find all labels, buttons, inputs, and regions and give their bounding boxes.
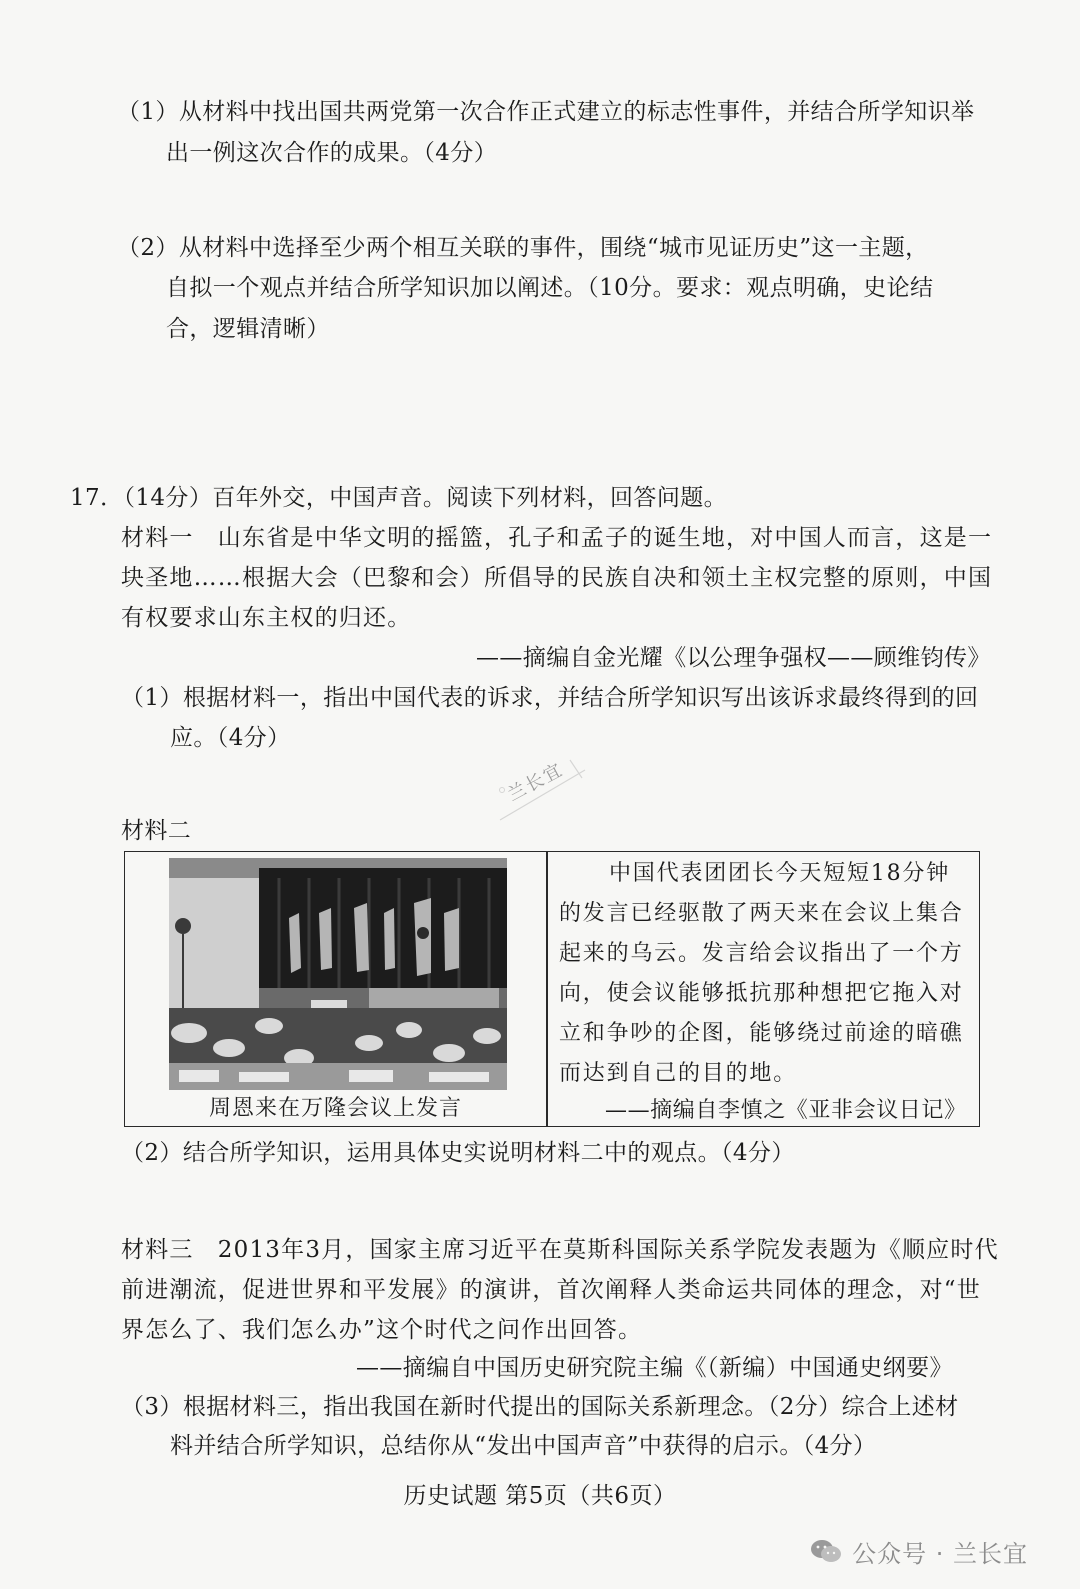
wechat-icon xyxy=(810,1538,842,1564)
watermark-text: 兰长宜 xyxy=(504,758,568,806)
wechat-brand xyxy=(810,1534,1028,1568)
q17-material3-line3: 界怎么了、我们怎么办”这个时代之问作出回答。 xyxy=(121,1317,643,1343)
material2-text-line3: 起来的乌云。发言给会议指出了一个方 xyxy=(559,941,964,966)
q17-material1-line2: 块圣地……根据大会（巴黎和会）所倡导的民族自决和领土主权完整的原则，中国 xyxy=(121,565,993,591)
material2-text-line2: 的发言已经驱散了两天来在会议上集合 xyxy=(559,901,964,926)
material2-text-line4: 向，使会议能够抵抗那种想把它拖入对 xyxy=(559,981,964,1006)
bandung-conference-photo xyxy=(169,858,507,1090)
q17-sub2: （2）结合所学知识，运用具体史实说明材料二中的观点。（4分） xyxy=(121,1140,795,1166)
q17-sub1-line1: （1）根据材料一，指出中国代表的诉求，并结合所学知识写出该诉求最终得到的回 xyxy=(121,685,979,711)
q16-sub2-line1: （2）从材料中选择至少两个相互关联的事件，围绕“城市见证历史”这一主题， xyxy=(117,235,929,261)
q16-sub1-line1: （1）从材料中找出国共两党第一次合作正式建立的标志性事件，并结合所学知识举 xyxy=(117,99,975,125)
q17-material3-source: ——摘编自中国历史研究院主编《（新编）中国通史纲要》 xyxy=(356,1355,953,1381)
material2-text-line6: 而达到自己的目的地。 xyxy=(559,1061,798,1086)
q16-sub2-line2: 自拟一个观点并结合所学知识加以阐述。（10分。要求：观点明确，史论结 xyxy=(166,275,934,301)
q16-sub1-line2: 出一例这次合作的成果。（4分） xyxy=(166,140,498,166)
q17-header: 17．（14分）百年外交，中国声音。阅读下列材料，回答问题。 xyxy=(70,485,728,511)
material2-text-line1: 中国代表团团长今天短短18分钟 xyxy=(609,861,950,886)
q17-material1-line1: 材料一 山东省是中华文明的摇篮，孔子和孟子的诞生地，对中国人而言，这是一 xyxy=(121,525,993,551)
table-divider xyxy=(546,852,548,1126)
q17-material1-source: ——摘编自金光耀《以公理争强权——顾维钧传》 xyxy=(476,645,991,671)
photo-caption: 周恩来在万隆会议上发言 xyxy=(208,1096,462,1121)
material2-source: ——摘编自李慎之《亚非会议日记》 xyxy=(605,1098,967,1123)
q17-material3-line1: 材料三 2013年3月，国家主席习近平在莫斯科国际关系学院发表题为《顺应时代 xyxy=(121,1237,999,1263)
q17-material1-line3: 有权要求山东主权的归还。 xyxy=(121,605,412,631)
q16-sub2-line3: 合，逻辑清晰） xyxy=(166,316,330,342)
q17-material2-label: 材料二 xyxy=(121,818,192,844)
q17-sub3-line1: （3）根据材料三，指出我国在新时代提出的国际关系新理念。（2分）综合上述材 xyxy=(121,1394,959,1420)
q17-material3-line2: 前进潮流，促进世界和平发展》的演讲，首次阐释人类命运共同体的理念，对“世 xyxy=(121,1277,981,1303)
brand-text: 公众号 · 兰长宜 xyxy=(852,1539,1028,1568)
material2-table xyxy=(124,851,980,1127)
material2-text-line5: 立和争吵的企图，能够绕过前途的暗礁 xyxy=(559,1021,964,1046)
page-footer: 历史试题 第5页（共6页） xyxy=(403,1483,677,1509)
q17-sub1-line2: 应。（4分） xyxy=(170,725,291,751)
q17-sub3-line2: 料并结合所学知识，总结你从“发出中国声音”中获得的启示。（4分） xyxy=(170,1433,877,1459)
